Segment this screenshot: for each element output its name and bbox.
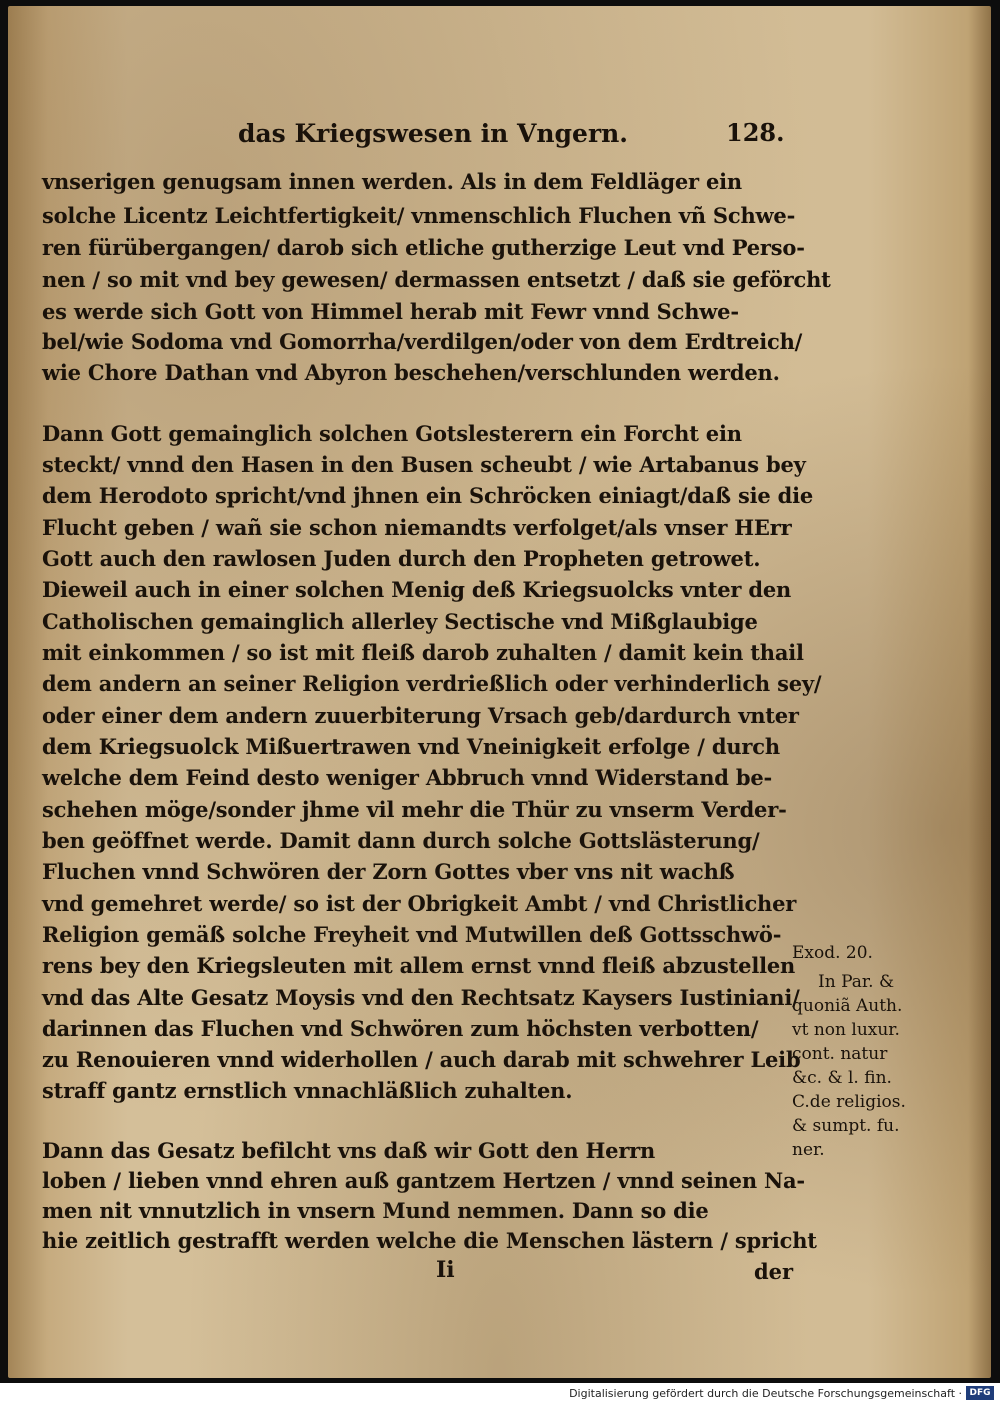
page-number: 128. — [726, 118, 785, 147]
text-line: steckt/ vnnd den Hasen in den Busen scheubt / wie Artabanus bey — [42, 452, 806, 477]
text-line: rens bey den Kriegsleuten mit allem ernst vnnd fleiß abzustellen — [42, 953, 796, 978]
text-line: zu Renouieren vnnd widerhollen / auch darab mit schwehrer Leib — [42, 1047, 801, 1072]
margin-note: quoniã Auth. — [792, 996, 903, 1016]
text-line: Dann Gott gemainglich solchen Gotslesterern ein Forcht ein — [42, 421, 742, 446]
text-line: men nit vnnutzlich in vnsern Mund nemmen. Dann so die — [42, 1198, 709, 1223]
margin-note: vt non luxur. — [792, 1020, 900, 1040]
text-line: solche Licentz Leichtfertigkeit/ vnmenschlich Fluchen vñ Schwe- — [42, 203, 796, 228]
dfg-logo[interactable]: DFG — [966, 1386, 994, 1400]
catchword: der — [754, 1259, 794, 1284]
margin-note: cont. natur — [792, 1044, 888, 1064]
text-line: Gott auch den rawlosen Juden durch den Propheten getrowet. — [42, 546, 761, 571]
text-line: vnd das Alte Gesatz Moysis vnd den Rechtsatz Kaysers Iustiniani/ — [42, 985, 800, 1010]
text-line: welche dem Feind desto weniger Abbruch vnnd Widerstand be- — [42, 765, 773, 790]
text-line: wie Chore Dathan vnd Abyron beschehen/verschlunden werden. — [42, 360, 780, 385]
text-line: schehen möge/sonder jhme vil mehr die Thür zu vnserm Verder- — [42, 797, 787, 822]
margin-note: & sumpt. fu. — [792, 1116, 900, 1136]
margin-note: C.de religios. — [792, 1092, 906, 1112]
signature-mark: Ii — [436, 1257, 455, 1283]
text-line: dem Kriegsuolck Mißuertrawen vnd Vneinigkeit erfolge / durch — [42, 734, 780, 759]
text-line: darinnen das Fluchen vnd Schwören zum höchsten verbotten/ — [42, 1016, 759, 1041]
funding-credit: Digitalisierung gefördert durch die Deutsche Forschungsgemeinschaft · — [569, 1387, 962, 1400]
digitization-footer — [0, 1383, 1000, 1404]
margin-note: Exod. 20. — [792, 943, 873, 963]
text-line: Dann das Gesatz befilcht vns daß wir Gott den Herrn — [42, 1138, 656, 1163]
text-line: ren fürübergangen/ darob sich etliche gutherzige Leut vnd Perso- — [42, 235, 805, 260]
text-line: vnd gemehret werde/ so ist der Obrigkeit Ambt / vnd Christlicher — [42, 891, 797, 916]
text-line: dem Herodoto spricht/vnd jhnen ein Schröcken einiagt/daß sie die — [42, 483, 814, 508]
text-line: oder einer dem andern zuuerbiterung Vrsach geb/dardurch vnter — [42, 703, 799, 728]
text-line: bel/wie Sodoma vnd Gomorrha/verdilgen/oder von dem Erdtreich/ — [42, 329, 803, 354]
text-line: mit einkommen / so ist mit fleiß darob zuhalten / damit kein thail — [42, 640, 804, 665]
text-line: vnserigen genugsam innen werden. Als in dem Feldläger ein — [42, 169, 742, 194]
text-line: Catholischen gemainglich allerley Sectische vnd Mißglaubige — [42, 609, 758, 634]
running-head: das Kriegswesen in Vngern. — [238, 119, 628, 148]
text-line: Fluchen vnnd Schwören der Zorn Gottes vber vns nit wachß — [42, 859, 735, 884]
text-line: Dieweil auch in einer solchen Menig deß Kriegsuolcks vnter den — [42, 577, 792, 602]
text-line: hie zeitlich gestrafft werden welche die Menschen lästern / spricht — [42, 1228, 817, 1253]
text-line: loben / lieben vnnd ehren auß gantzem Hertzen / vnnd seinen Na- — [42, 1168, 805, 1193]
text-line: straff gantz ernstlich vnnachläßlich zuhalten. — [42, 1078, 573, 1103]
margin-note: &c. & l. fin. — [792, 1068, 892, 1088]
text-line: ben geöffnet werde. Damit dann durch solche Gottslästerung/ — [42, 828, 760, 853]
text-line: nen / so mit vnd bey gewesen/ dermassen entsetzt / daß sie geförcht — [42, 267, 831, 292]
margin-note: In Par. & — [818, 972, 895, 992]
text-line: dem andern an seiner Religion verdrießlich oder verhinderlich sey/ — [42, 671, 822, 696]
text-line: Flucht geben / wañ sie schon niemandts verfolget/als vnser HErr — [42, 515, 792, 540]
text-line: es werde sich Gott von Himmel herab mit Fewr vnnd Schwe- — [42, 299, 739, 324]
margin-note: ner. — [792, 1140, 825, 1160]
text-line: Religion gemäß solche Freyheit vnd Mutwillen deß Gottsschwö- — [42, 922, 782, 947]
book-page — [8, 6, 991, 1378]
